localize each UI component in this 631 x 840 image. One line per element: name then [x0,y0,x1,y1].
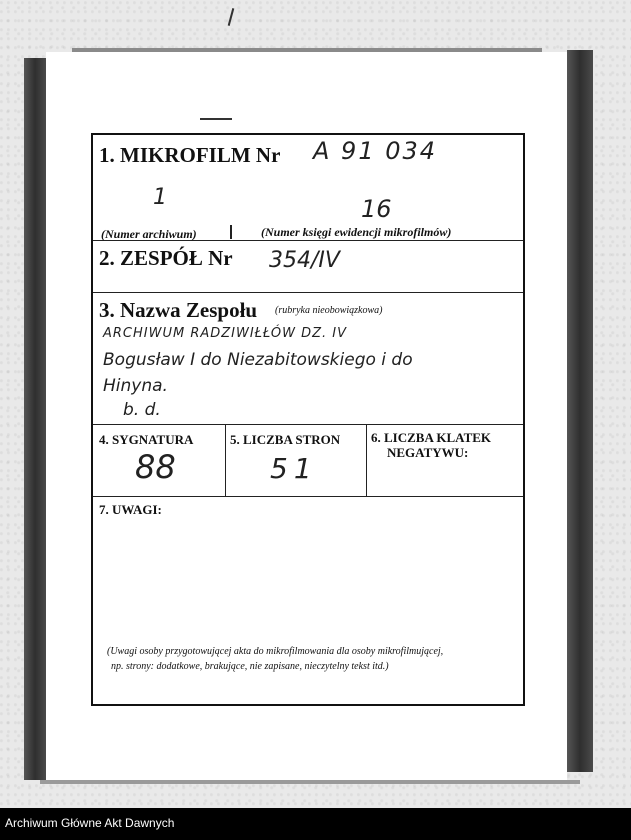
caption-divider [230,225,232,239]
nazwa-line-4: b. d. [123,400,161,420]
microfilm-form-card [91,133,525,706]
sygnatura-label: 4. SYGNATURA [99,432,194,447]
negatywu-label: NEGATYWU: [387,445,469,460]
uwagi-note-line-2: np. strony: dodatkowe, brakujące, nie zapisane, nieczytelny tekst itd.) [111,661,389,672]
uwagi-label: 7. UWAGI: [99,502,162,517]
sygnatura-value: 88 [135,448,176,486]
film-edge-right [567,50,593,772]
section-zespol [93,240,523,293]
zespol-label: 2. ZESPÓŁ Nr [99,246,233,270]
liczba-stron-label: 5. LICZBA STRON [230,432,341,447]
archive-number-caption: (Numer archiwum) [101,227,197,241]
film-edge-bottom [40,780,580,784]
nazwa-note: (rubryka nieobowiązkowa) [275,305,383,316]
nazwa-line-1: ARCHIWUM RADZIWIŁŁÓW DZ. IV [103,326,348,341]
section-uwagi [93,496,523,706]
footer-archive-name: Archiwum Główne Akt Dawnych [5,816,175,830]
nazwa-line-3: Hinyna. [103,376,168,396]
register-number: 16 [361,195,392,223]
scratch-mark [200,118,232,120]
register-number-caption: (Numer księgi ewidencji mikrofilmów) [261,225,452,239]
liczba-stron-cell [226,424,367,496]
mikrofilm-label: 1. MIKROFILM Nr [99,143,281,167]
liczba-stron-value: 51 [270,452,318,485]
footer-bar [0,808,631,840]
section-mikrofilm [93,135,523,241]
liczba-klatek-cell [367,424,525,496]
archive-number: 1 [153,185,167,210]
section-nazwa-zespolu [93,292,523,425]
nazwa-label: 3. Nazwa Zespołu [99,298,258,322]
uwagi-note-line-1: (Uwagi osoby przygotowującej akta do mikrofilmowania dla osoby mikrofilmującej, [107,646,444,657]
nazwa-line-2: Bogusław I do Niezabitowskiego i do [103,350,413,370]
section-sygnatura-row [93,424,523,497]
liczba-klatek-label: 6. LICZBA KLATEK [371,430,492,445]
sygnatura-cell [93,424,226,496]
zespol-number: 354/IV [269,248,340,273]
mikrofilm-number: A 91 034 [313,137,438,165]
film-edge-left [24,58,46,780]
